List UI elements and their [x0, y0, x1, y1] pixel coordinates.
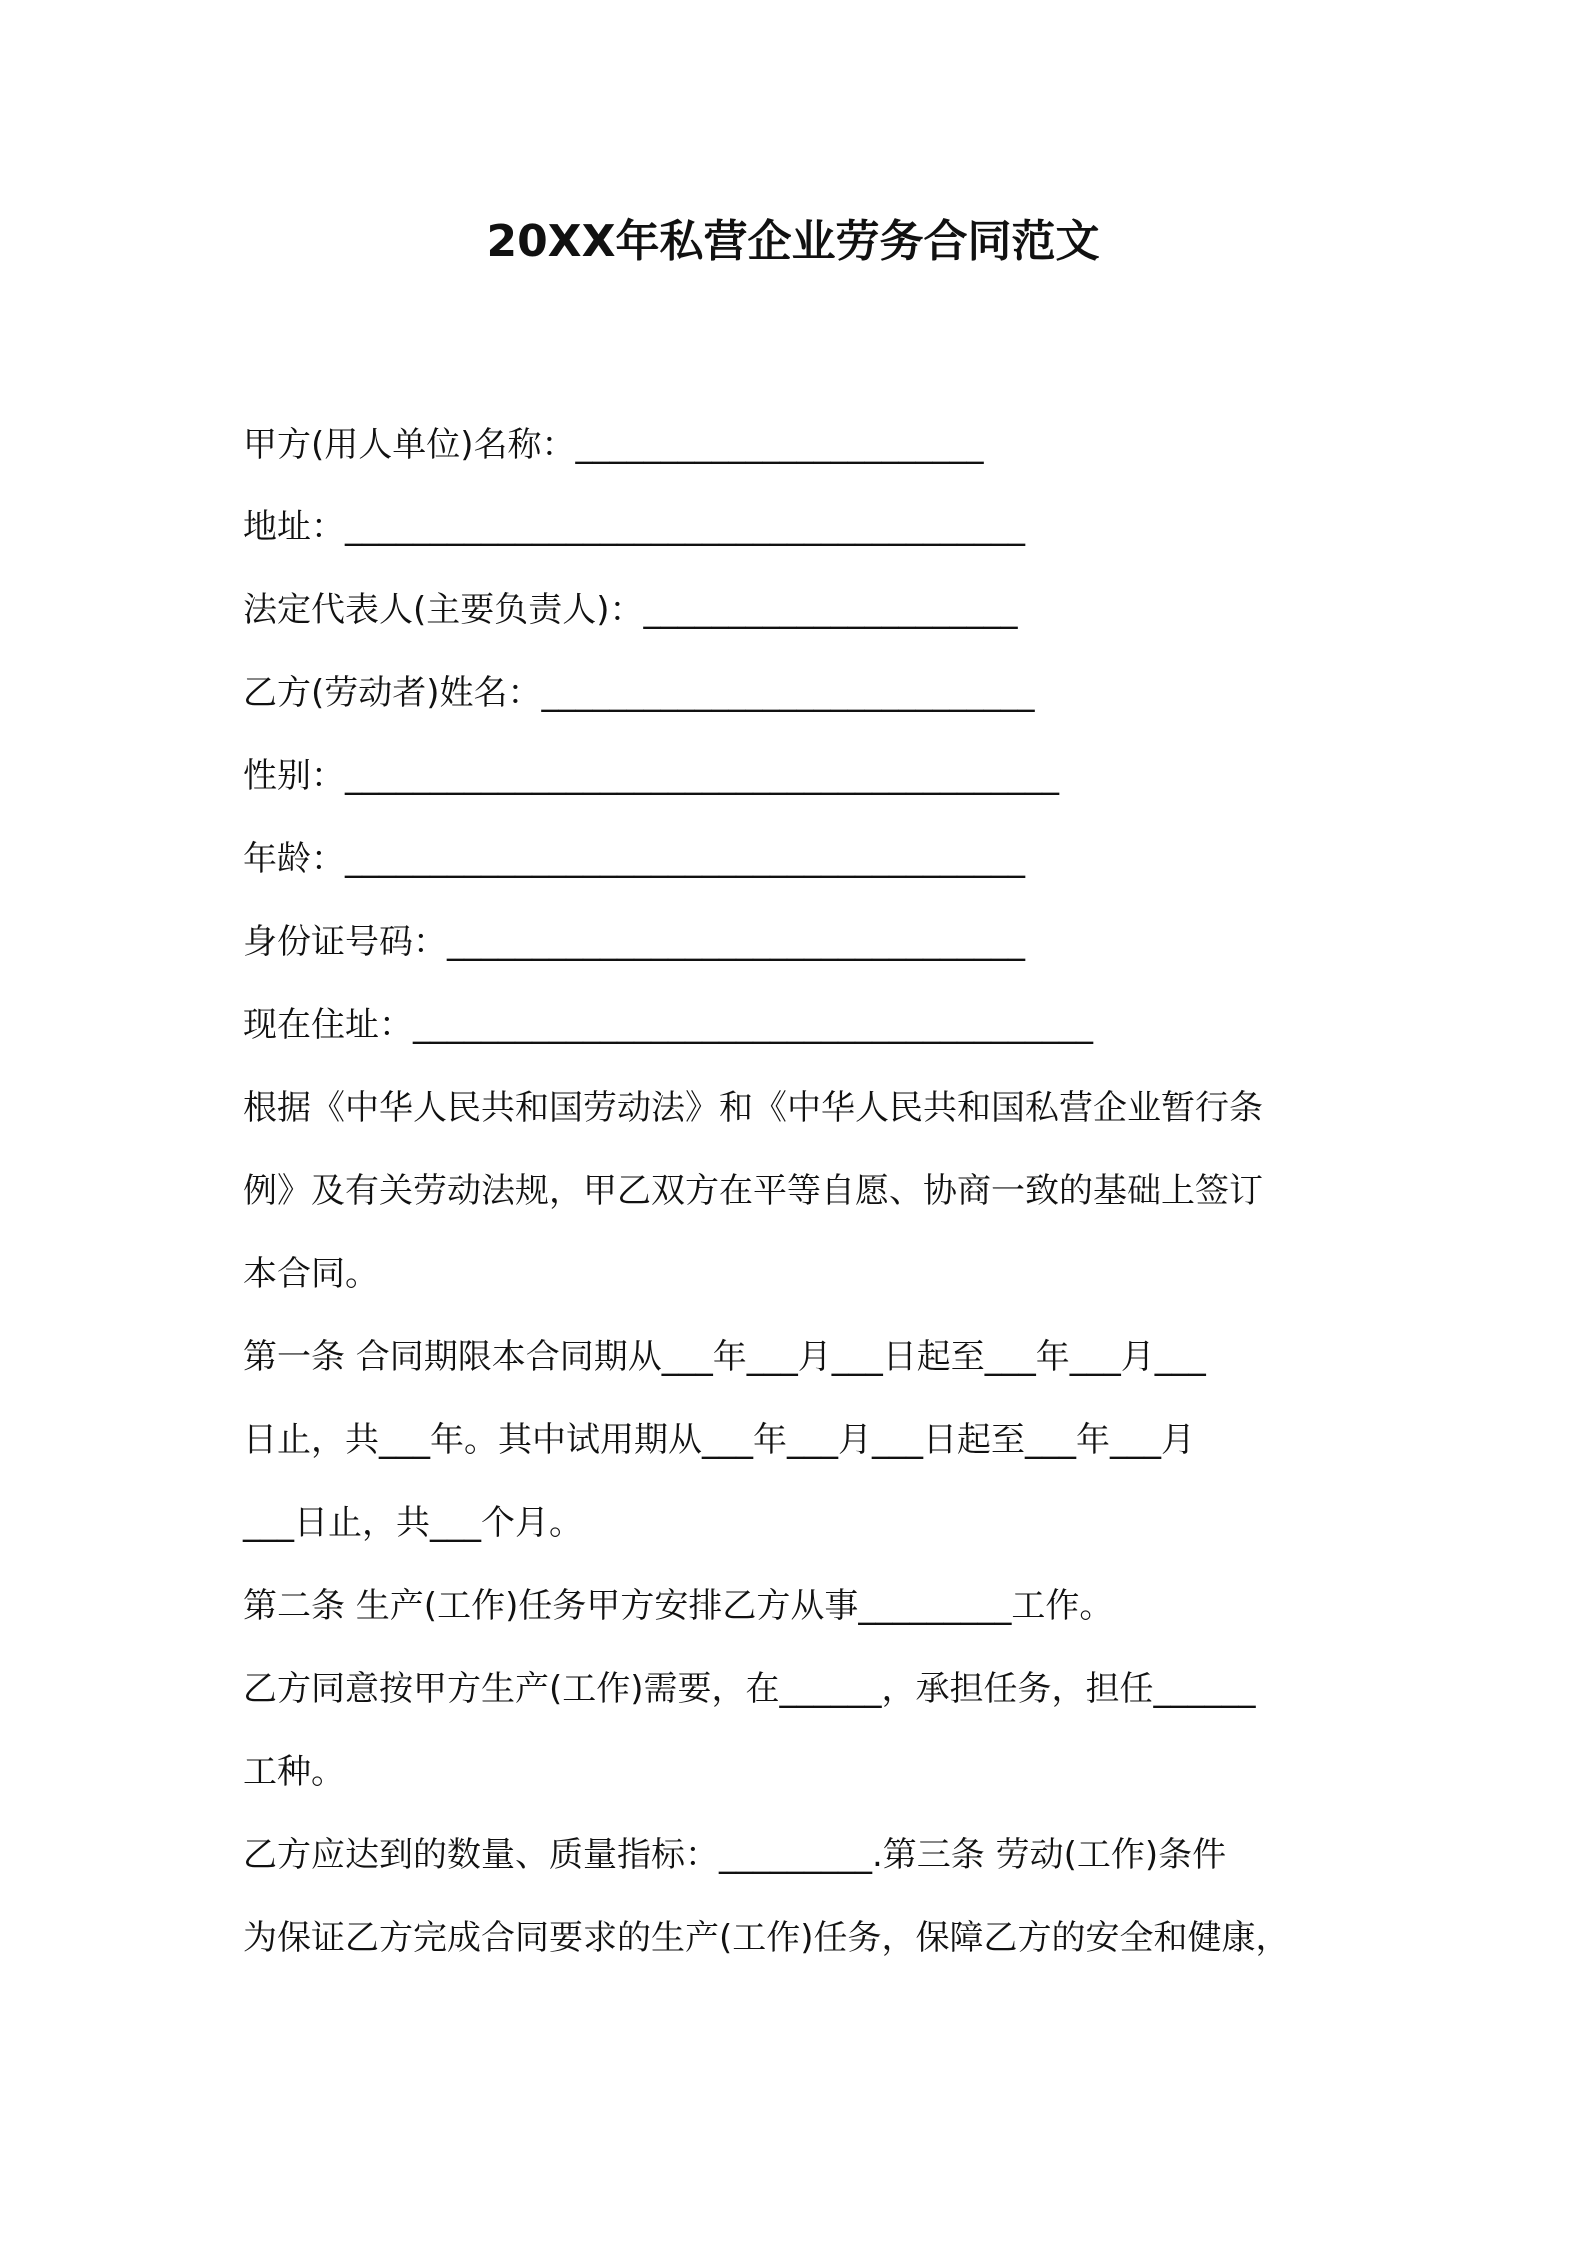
field-address	[243, 505, 1025, 549]
field-blank: ________________________________________	[345, 507, 1025, 547]
field-label: 现在住址：	[243, 1005, 413, 1045]
field-legal-representative	[243, 588, 1018, 632]
field-label: 地址：	[243, 507, 345, 547]
body-line: 工种。	[243, 1752, 345, 1792]
field-label: 身份证号码：	[243, 922, 447, 962]
body-line: 本合同。	[243, 1254, 379, 1294]
field-blank: __________________________________________	[345, 756, 1059, 796]
body-line: 例》及有关劳动法规，甲乙双方在平等自愿、协商一致的基础上签订	[243, 1171, 1263, 1211]
field-worker-name	[243, 671, 1035, 715]
field-gender	[243, 754, 1059, 798]
body-line: ___日止，共___个月。	[243, 1503, 583, 1543]
document-title: 20XX年私营企业劳务合同范文	[486, 216, 1100, 267]
field-blank: ________________________	[575, 425, 984, 465]
field-blank: ______________________	[643, 590, 1018, 630]
body-line: 乙方应达到的数量、质量指标：_________.第三条 劳动(工作)条件	[243, 1835, 1227, 1875]
field-blank: ________________________________________	[345, 839, 1025, 879]
field-label: 乙方(劳动者)姓名：	[243, 673, 542, 713]
field-id-number	[243, 920, 1025, 964]
field-label: 法定代表人(主要负责人)：	[243, 590, 644, 630]
field-label: 甲方(用人单位)名称：	[243, 425, 576, 465]
field-blank: _____________________________	[541, 673, 1035, 713]
body-line: 第一条 合同期限本合同期从___年___月___日起至___年___月___	[243, 1337, 1206, 1377]
field-blank: ________________________________________	[413, 1005, 1093, 1045]
body-line: 第二条 生产(工作)任务甲方安排乙方从事_________工作。	[243, 1586, 1114, 1626]
body-line: 乙方同意按甲方生产(工作)需要，在______，承担任务，担任______	[243, 1669, 1256, 1709]
field-label: 性别：	[243, 756, 345, 796]
body-line: 根据《中华人民共和国劳动法》和《中华人民共和国私营企业暂行条	[243, 1088, 1263, 1128]
field-current-address	[243, 1003, 1093, 1047]
body-line: 日止，共___年。其中试用期从___年___月___日起至___年___月	[243, 1420, 1195, 1460]
body-line: 为保证乙方完成合同要求的生产(工作)任务，保障乙方的安全和健康，	[243, 1918, 1290, 1958]
field-employer-name	[243, 423, 984, 467]
field-label: 年龄：	[243, 839, 345, 879]
field-age	[243, 837, 1025, 881]
field-blank: __________________________________	[447, 922, 1025, 962]
